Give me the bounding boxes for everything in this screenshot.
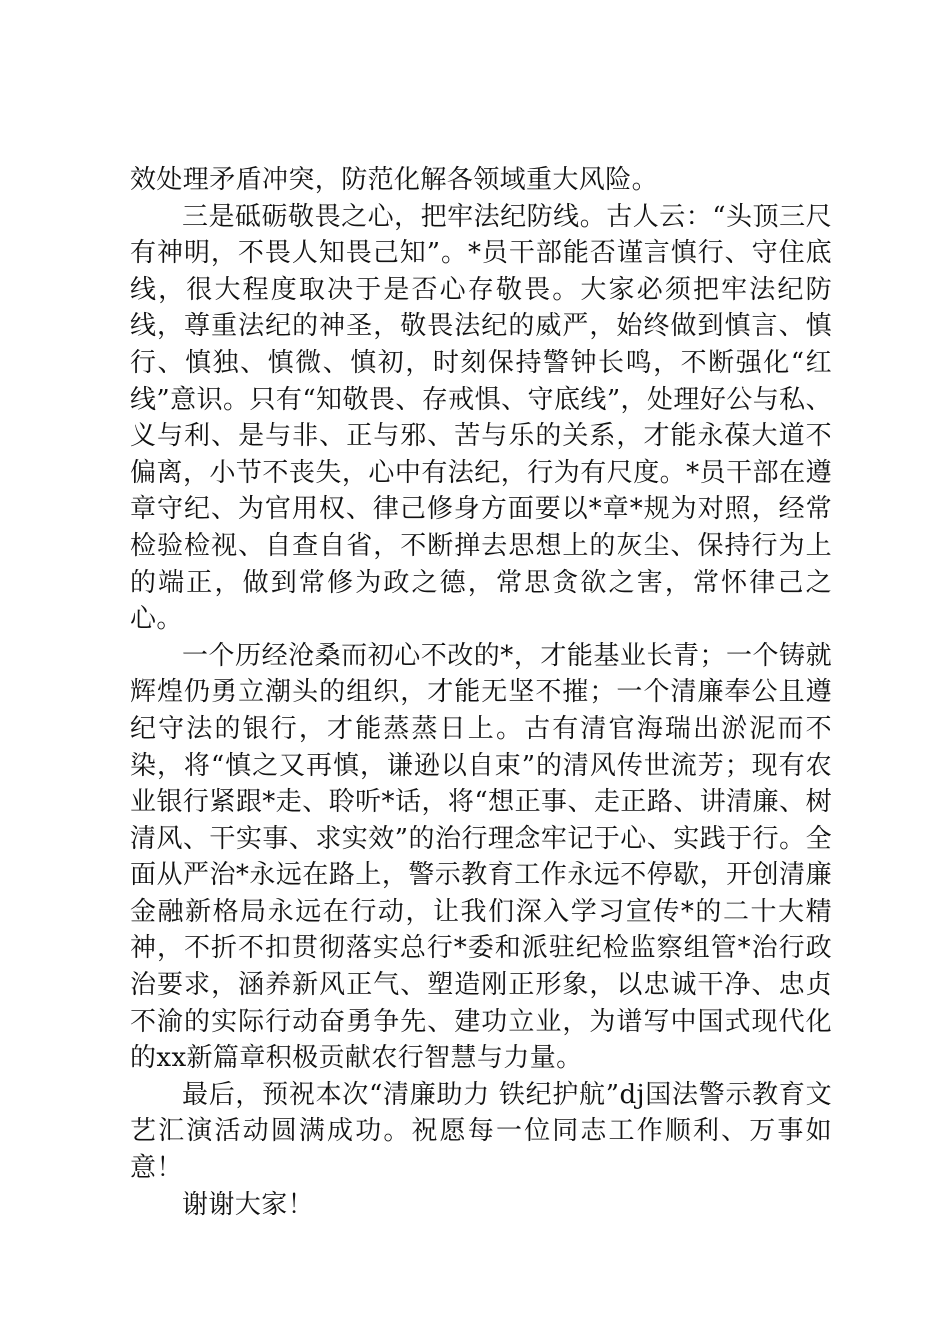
paragraph-integrity: 一个历经沧桑而初心不改的*，才能基业长青；一个铸就辉煌仍勇立潮头的组织，才能无坚不摧；一个清廉奉公且遵纪守法的银行，才能蒸蒸日上。古有清官海瑞出淤泥而不染，将“慎之又再慎，谦逊以自束”的清风传世流芳；现有农业银行紧跟*走、聆听*话，将“想正事、走正路、讲清廉、树清风、干实事、求实效”的治行理念牢记于心、实践于行。全面从严治*永远在路上，警示教育工作永远不停歇，开创清廉金融新格局永远在行动，让我们深入学习宣传*的二十大精神，不折不扣贯彻落实总行*委和派驻纪检监察组管*治行政治要求，涵养新风正气、塑造刚正形象，以忠诚干净、忠贞不渝的实际行动奋勇争先、建功立业，为谱写中国式现代化的xx新篇章积极贡献农行智慧与力量。 <box>130 640 832 1074</box>
paragraph-closing-wishes: 最后，预祝本次“清廉助力 铁纪护航”dj国法警示教育文艺汇演活动圆满成功。祝愿每一位同志工作顺利、万事如意！ <box>130 1079 832 1184</box>
paragraph-reverence: 三是砥砺敬畏之心，把牢法纪防线。古人云：“头顶三尺有神明，不畏人知畏己知”。*员干部能否谨言慎行、守住底线，很大程度取决于是否心存敬畏。大家必须把牢法纪防线，尊重法纪的神圣，敬畏法纪的威严，始终做到慎言、慎行、慎独、慎微、慎初，时刻保持警钟长鸣，不断强化“红线”意识。只有“知敬畏、存戒惧、守底线”，处理好公与私、义与利、是与非、正与邪、苦与乐的关系，才能永葆大道不偏离，小节不丧失，心中有法纪，行为有尺度。*员干部在遵章守纪、为官用权、律己修身方面要以*章*规为对照，经常检验检视、自查自省，不断掸去思想上的灰尘、保持行为上的端正，做到常修为政之德，常思贪欲之害，常怀律己之心。 <box>130 201 832 635</box>
paragraph-continuation: 效处理矛盾冲突，防范化解各领域重大风险。 <box>130 165 659 195</box>
document-body <box>130 162 832 1223</box>
paragraph-thanks: 谢谢大家！ <box>182 1189 315 1220</box>
